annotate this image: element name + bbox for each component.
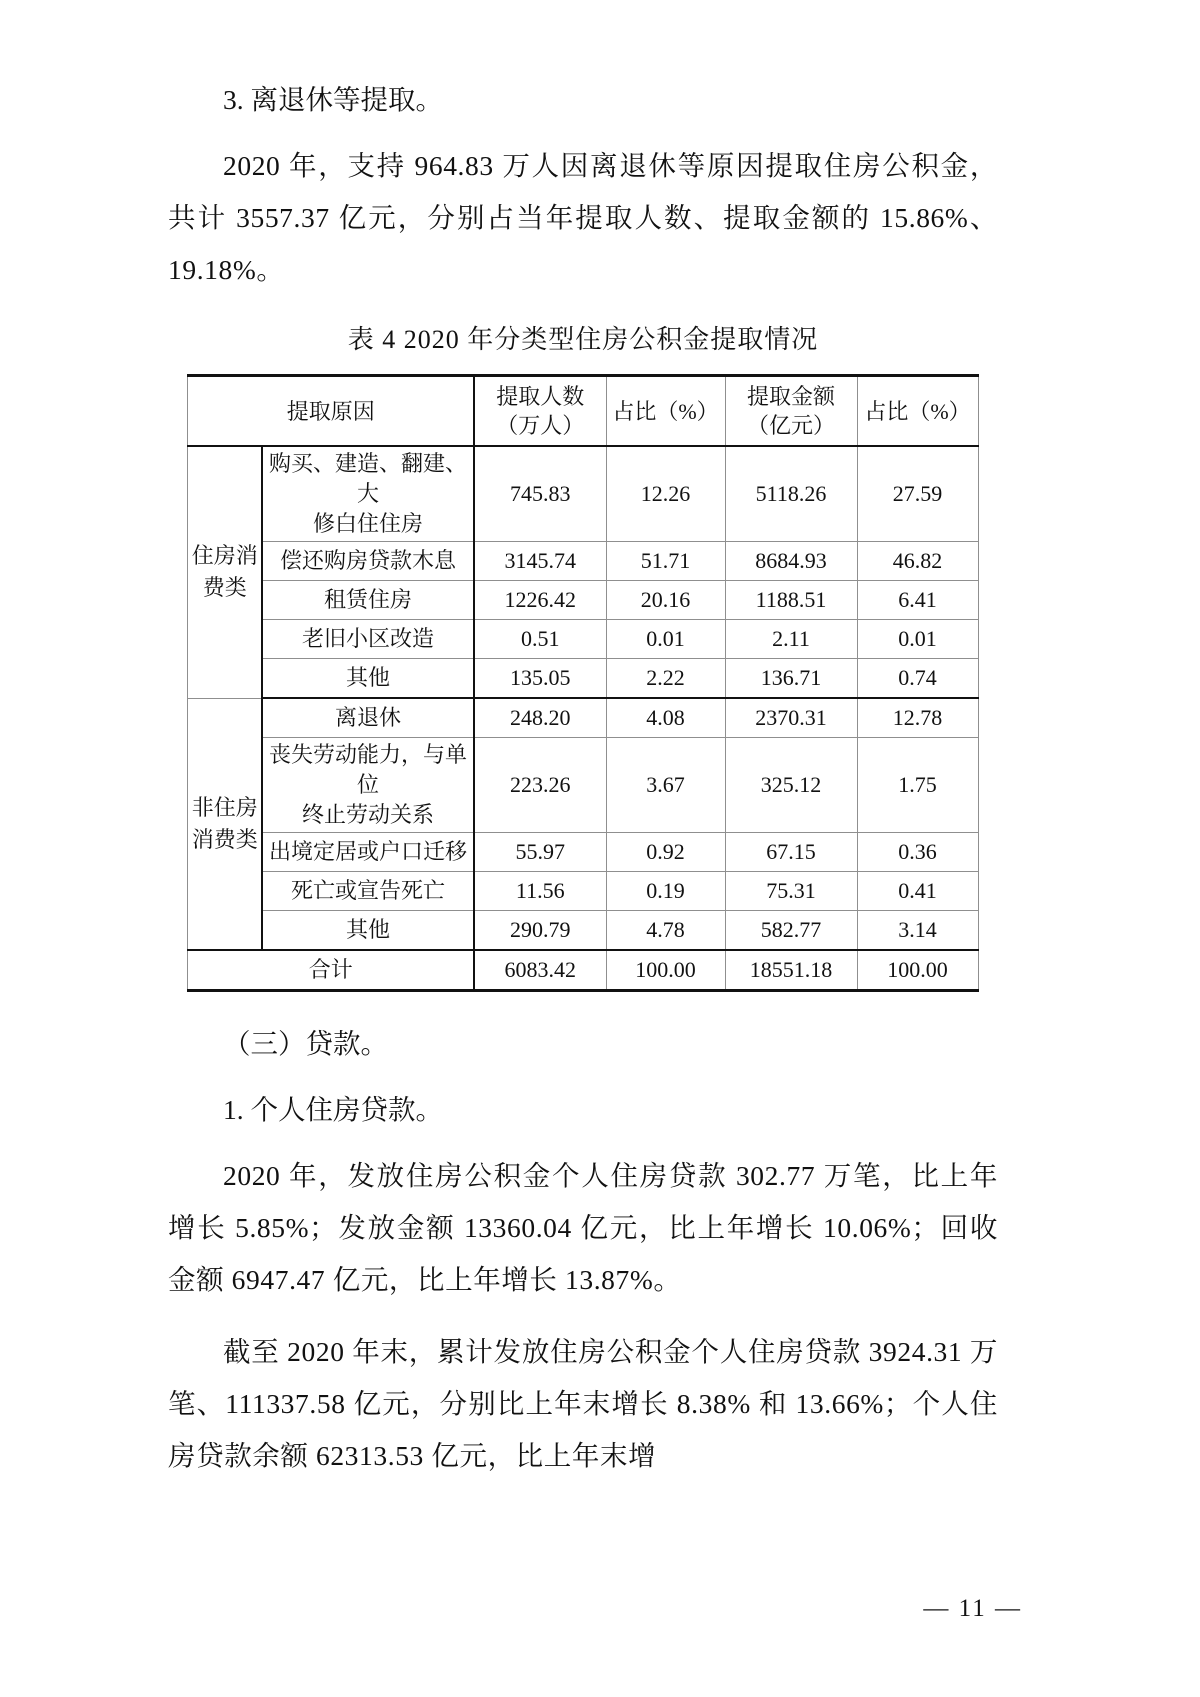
row-amount: 136.71 — [725, 659, 857, 699]
row-amount-pct: 46.82 — [857, 542, 978, 581]
table-row — [188, 833, 978, 872]
row-amount: 325.12 — [725, 738, 857, 833]
row-people: 135.05 — [474, 659, 606, 699]
row-people-pct: 20.16 — [606, 581, 725, 620]
row-people-pct: 2.22 — [606, 659, 725, 699]
header-amount-line1: 提取金额 — [746, 384, 835, 409]
table-body — [188, 446, 978, 991]
row-people: 3145.74 — [474, 542, 606, 581]
top-spacer-2 — [168, 34, 998, 60]
row-reason-line1: 丧失劳动能力，与单位 — [268, 742, 467, 797]
row-people-pct: 0.01 — [606, 620, 725, 659]
group-label-non-housing-line2: 消费类 — [191, 826, 258, 852]
paragraph-retirement-withdrawal: 2020 年，支持 964.83 万人因离退休等原因提取住房公积金，共计 3557.37 亿元，分别占当年提取人数、提取金额的 15.86%、19.18%。 — [168, 150, 998, 285]
row-people: 290.79 — [474, 911, 606, 951]
header-amount — [725, 376, 857, 447]
row-amount: 5118.26 — [725, 446, 857, 542]
top-spacer-3 — [168, 60, 998, 74]
row-reason — [262, 738, 474, 833]
table-total-row — [188, 950, 978, 991]
row-people-pct: 51.71 — [606, 542, 725, 581]
sub-item-gap — [168, 1136, 998, 1150]
header-amount-pct-label: 占比（%） — [864, 398, 971, 424]
row-reason: 离退休 — [262, 698, 474, 738]
row-people: 248.20 — [474, 698, 606, 738]
row-reason: 出境定居或户口迁移 — [262, 833, 474, 872]
row-people: 1226.42 — [474, 581, 606, 620]
row-people: 11.56 — [474, 872, 606, 911]
paragraph-cumulative-loans: 截至 2020 年末，累计发放住房公积金个人住房贷款 3924.31 万笔、111337.58 亿元，分别比上年末增长 8.38% 和 13.66%；个人住房贷款余额 62313.53 亿元，比上年末增 — [168, 1336, 998, 1471]
row-amount: 582.77 — [725, 911, 857, 951]
row-amount-pct: 0.74 — [857, 659, 978, 699]
row-amount: 2370.31 — [725, 698, 857, 738]
row-amount: 8684.93 — [725, 542, 857, 581]
sub-item-heading-personal-loan: 1. 个人住房贷款。 — [223, 1094, 443, 1125]
header-people-line1: 提取人数 — [496, 384, 585, 409]
table-row — [188, 659, 978, 699]
row-amount-pct: 1.75 — [857, 738, 978, 833]
row-people-pct: 0.19 — [606, 872, 725, 911]
row-amount-pct: 12.78 — [857, 698, 978, 738]
paragraph-loan-issuance: 2020 年，发放住房公积金个人住房贷款 302.77 万笔，比上年增长 5.85%；发放金额 13360.04 亿元，比上年增长 10.06%；回收金额 6947.47 亿元，比上年增长 13.87%。 — [168, 1160, 998, 1295]
row-reason: 偿还购房贷款木息 — [262, 542, 474, 581]
row-people-pct: 4.08 — [606, 698, 725, 738]
table-row — [188, 738, 978, 833]
row-people: 0.51 — [474, 620, 606, 659]
pre-table-gap — [168, 302, 998, 316]
total-people: 6083.42 — [474, 950, 606, 991]
header-amount-pct — [857, 376, 978, 447]
row-amount-pct: 27.59 — [857, 446, 978, 542]
group-label-housing-line1: 住房消 — [191, 543, 258, 569]
table-row — [188, 581, 978, 620]
row-amount: 2.11 — [725, 620, 857, 659]
row-reason: 其他 — [262, 911, 474, 951]
row-people-pct: 3.67 — [606, 738, 725, 833]
subsection-heading-loans: （三）贷款。 — [223, 1028, 388, 1059]
paragraph-gap — [168, 1312, 998, 1326]
row-amount-pct: 3.14 — [857, 911, 978, 951]
total-amount: 18551.18 — [725, 950, 857, 991]
page-content — [168, 0, 998, 1488]
page-number: — 11 — — [923, 1595, 1022, 1622]
withdrawal-table — [187, 374, 978, 992]
table-caption: 表 4 2020 年分类型住房公积金提取情况 — [347, 325, 819, 354]
header-reason — [188, 376, 474, 447]
row-reason-line1: 购买、建造、翻建、大 — [268, 451, 467, 506]
row-people-pct: 0.92 — [606, 833, 725, 872]
row-reason: 死亡或宣告死亡 — [262, 872, 474, 911]
row-people: 55.97 — [474, 833, 606, 872]
post-table-gap — [168, 992, 998, 1018]
row-amount: 67.15 — [725, 833, 857, 872]
row-reason — [262, 446, 474, 542]
group-label-non-housing — [188, 698, 262, 950]
group-label-housing-line2: 费类 — [202, 575, 247, 601]
header-reason-label: 提取原因 — [286, 398, 375, 424]
row-amount-pct: 0.36 — [857, 833, 978, 872]
table-row — [188, 620, 978, 659]
row-amount-pct: 6.41 — [857, 581, 978, 620]
total-people-pct: 100.00 — [606, 950, 725, 991]
row-reason-line2: 终止劳动关系 — [301, 802, 434, 827]
table-row — [188, 542, 978, 581]
table-row — [188, 911, 978, 951]
row-reason: 其他 — [262, 659, 474, 699]
top-spacer — [168, 0, 998, 34]
row-amount: 75.31 — [725, 872, 857, 911]
total-label: 合计 — [188, 950, 474, 991]
row-people-pct: 12.26 — [606, 446, 725, 542]
total-amount-pct: 100.00 — [857, 950, 978, 991]
row-amount-pct: 0.41 — [857, 872, 978, 911]
header-amount-line2: （亿元） — [746, 413, 835, 438]
heading-gap — [168, 126, 998, 140]
table-header-row — [188, 376, 978, 447]
header-people-pct — [606, 376, 725, 447]
subsection-gap — [168, 1070, 998, 1084]
row-amount: 1188.51 — [725, 581, 857, 620]
row-people: 223.26 — [474, 738, 606, 833]
header-people-pct-label: 占比（%） — [612, 398, 719, 424]
row-reason: 租赁住房 — [262, 581, 474, 620]
table-row — [188, 872, 978, 911]
table-row — [188, 698, 978, 738]
table-row — [188, 446, 978, 542]
group-label-non-housing-line1: 非住房 — [191, 794, 258, 820]
row-people: 745.83 — [474, 446, 606, 542]
row-reason: 老旧小区改造 — [262, 620, 474, 659]
header-people-line2: （万人） — [496, 413, 585, 438]
group-label-housing — [188, 446, 262, 698]
section-heading: 3. 离退休等提取。 — [223, 84, 443, 115]
table-head — [188, 376, 978, 447]
header-people — [474, 376, 606, 447]
row-amount-pct: 0.01 — [857, 620, 978, 659]
row-people-pct: 4.78 — [606, 911, 725, 951]
row-reason-line2: 修白住住房 — [312, 511, 423, 536]
